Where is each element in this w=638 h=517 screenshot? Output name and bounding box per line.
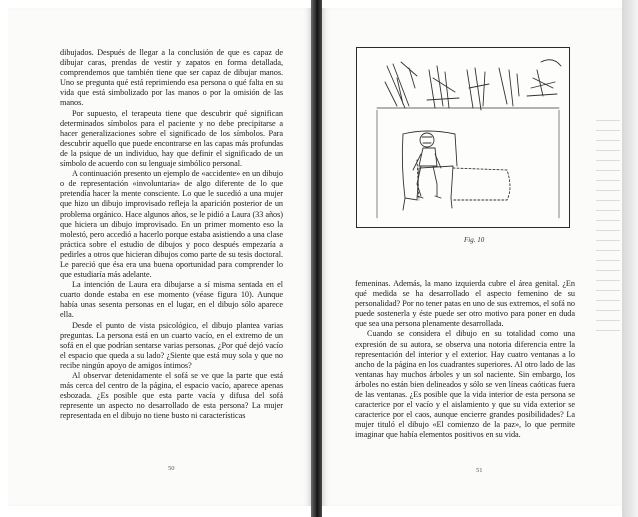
paragraph: Cuando se considera el dibujo en su totalidad como una expresión de su autora, se observa una notoria diferencia entre la representación del interior y el exterior. Hay cuatro ventanas a lo ancho de la página en los cuadrantes superiores. Al otro lado de las ventanas hay muchos árboles y un sol naciente. Sin embargo, los árboles no están bien delineados y sólo se ven líneas caóticas fuera de las ventanas. ¿Es posible que la vida interior de esta persona se caracterice por el vacío y el aislamiento y que su vida exterior se caracterice por el caos, aunque encierre grandes posibilidades? La mujer tituló el dibujo «El comienzo de la paz», lo que permite imaginar que había elementos positivos en su vida. bbox=[355, 329, 575, 440]
show-through-text bbox=[596, 120, 620, 340]
paragraph: Desde el punto de vista psicológico, el dibujo plantea varias preguntas. La persona está en un cuarto vacío, en el extremo de un sofá en el que podrían sentarse varias personas. ¿Por qué dejó vacío el espacio que queda a su lado? ¿Siente que está muy sola y que no recibe ningún apoyo de amigos íntimos? bbox=[60, 320, 283, 370]
figure-drawing bbox=[356, 47, 570, 228]
figure-caption: Fig. 10 bbox=[464, 236, 485, 244]
paragraph: Al observar detenidamente el sofá se ve que la parte que está más cerca del centro de la página, el espacio vacío, aparece apenas esbozada. ¿Es posible que esta parte vacía y difusa del sofá represente un aspecto no desarrollado de esta persona? La mujer representada en el dibujo no tiene busto ni características bbox=[60, 371, 283, 421]
right-page-body bbox=[355, 279, 575, 441]
paragraph: femeninas. Además, la mano izquierda cubre el área genital. ¿En qué medida se ha desarrollado el aspecto femenino de su personalidad? Por no tener patas en uno de sus extremos, el sofá no puede sostenerla y éste puede ser otro motivo para poner en duda que sea una persona plenamente desarrollada. bbox=[355, 279, 575, 329]
paragraph: A continuación presento un ejemplo de «accidente» en un dibujo o de representación «involuntaria» de algo diferente de lo que pretendía hacer la mente consciente. Lo que le sucedió a una mujer que hizo un dibujo improvisado refleja la aparición posterior de un problema orgánico. Hace algunos años, se le pidió a Laura (33 años) que hiciera un dibujo improvisado. En un primer momento eso la molestó, pero accedió a hacerlo porque estaba asistiendo a una clase práctica sobre el estudio de dibujos y poco después empezaría a pedirles a otros que hicieran dibujos como parte de su tesis doctoral. Le pareció que ésa era una buena oportunidad para comprender lo que estudiaría más adelante. bbox=[60, 169, 283, 280]
book-gutter bbox=[311, 0, 322, 517]
paragraph: dibujados. Después de llegar a la conclusión de que es capaz de dibujar caras, prendas de vestir y zapatos en forma detallada, comprendemos que también tiene que ser capaz de dibujar manos. Uno se pregunta qué está reprimiendo esa persona o qué falta en su vida que está simbolizado por las manos o por la omisión de las manos. bbox=[60, 48, 283, 108]
page-number-left: 50 bbox=[168, 465, 175, 472]
sketch-illustration bbox=[357, 48, 569, 227]
paragraph: Por supuesto, el terapeuta tiene que descubrir qué significan determinados símbolos para el paciente y no debe precipitarse a hacer generalizaciones sobre el significado de los símbolos. Para descubrir aquello que puede encontrarse en las capas más profundas de la psique de un individuo, hay que definir el significado de un símbolo de acuerdo con su lenguaje simbólico personal. bbox=[60, 108, 283, 169]
paragraph: La intención de Laura era dibujarse a sí misma sentada en el cuarto donde estaba en ese momento (véase figura 10). Aunque había unas sesenta personas en el lugar, en el dibujo sólo aparece ella. bbox=[60, 280, 283, 320]
page-number-right: 51 bbox=[476, 467, 483, 474]
page-edge bbox=[622, 0, 638, 517]
left-page-body bbox=[60, 48, 283, 421]
